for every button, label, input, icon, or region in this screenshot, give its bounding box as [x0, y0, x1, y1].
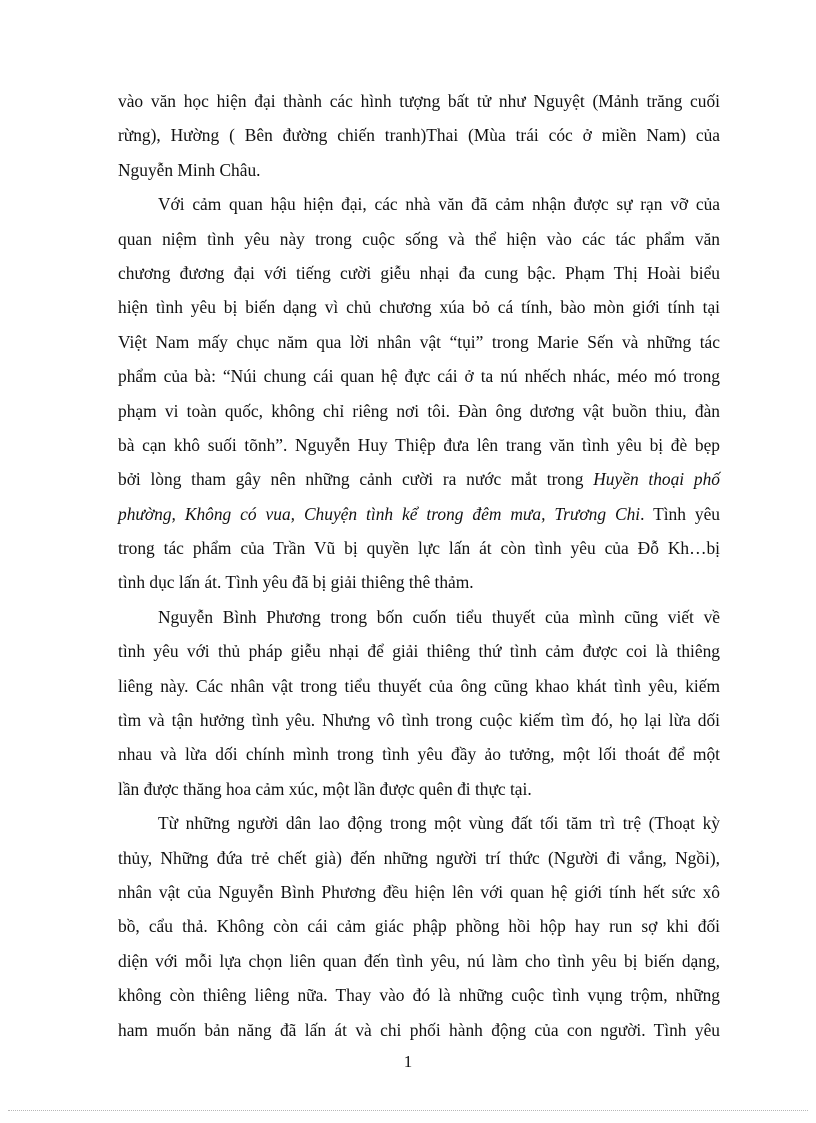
text-line: bà cạn khô suối tõnh”. Nguyễn Huy Thiệp đưa lên trang văn tình yêu bị đè bẹp — [118, 434, 720, 455]
text-line — [118, 497, 720, 531]
body-text — [118, 84, 720, 1047]
text-line: Nguyễn Bình Phương trong bốn cuốn tiểu thuyết của mình cũng viết về — [158, 606, 720, 627]
text-line: tình yêu với thủ pháp giễu nhại để giải thiêng thứ tình cảm được coi là thiêng — [118, 641, 720, 662]
book-title-italic: Huyền thoại phố — [593, 469, 720, 490]
text-line: ham muốn bản năng đã lấn át và chi phối hành động của con người. Tình yêu — [118, 1019, 720, 1040]
text-line: nhân vật của Nguyễn Bình Phương đều hiện lên với quan hệ giới tính hết sức xô — [118, 881, 720, 902]
page-bottom-border — [8, 1110, 808, 1111]
text-line: nhau và lừa dối chính mình trong tình yêu đầy ảo tưởng, một lối thoát để một — [118, 744, 720, 765]
text-line: hiện tình yêu bị biến dạng vì chủ chương xúa bỏ cá tính, bào mòn giới tính tại — [118, 297, 720, 318]
text-line: rừng), Hường ( Bên đường chiến tranh)Thai (Mùa trái cóc ở miền Nam) của — [118, 125, 720, 146]
text-line: tìm và tận hưởng tình yêu. Nhưng vô tình trong cuộc kiếm tìm đó, họ lại lừa dối — [118, 710, 720, 731]
text-line: Việt Nam mấy chục năm qua lời nhân vật “tụi” trong Marie Sến và những tác — [118, 331, 720, 352]
text-line: Từ những người dân lao động trong một vùng đất tối tăm trì trệ (Thoạt kỳ — [158, 813, 720, 834]
text-line: thủy, Những đứa trẻ chết già) đến những người trí thức (Người đi vắng, Ngồi), — [118, 847, 720, 868]
text-line: diện với mỗi lựa chọn liên quan đến tình yêu, nú làm cho tình yêu bị biến dạng, — [118, 950, 720, 971]
text-line: Với cảm quan hậu hiện đại, các nhà văn đã cảm nhận được sự rạn vỡ của — [158, 194, 720, 215]
text-line: lần được thăng hoa cảm xúc, một lần được quên đi thực tại. — [118, 778, 532, 799]
text-line: phẩm của bà: “Núi chung cái quan hệ đực cái ở ta nú nhếch nhác, méo mó trong — [118, 366, 720, 387]
text-run: . Tình yêu — [640, 503, 721, 524]
text-line: liêng này. Các nhân vật trong tiểu thuyết của ông cũng khao khát tình yêu, kiếm — [118, 675, 720, 696]
text-line: trong tác phẩm của Trần Vũ bị quyền lực lấn át còn tình yêu của Đỗ Kh…bị — [118, 538, 720, 559]
text-run: bởi lòng tham gây nên những cảnh cười ra nước mắt trong — [118, 469, 594, 490]
text-line: tình dục lấn át. Tình yêu đã bị giải thiêng thê thảm. — [118, 572, 474, 593]
text-line: Nguyễn Minh Châu. — [118, 159, 261, 180]
text-line: phạm vi toàn quốc, không chỉ riêng nơi tôi. Đàn ông dương vật buồn thiu, đàn — [118, 400, 720, 421]
text-line: vào văn học hiện đại thành các hình tượng bất tử như Nguyệt (Mảnh trăng cuối — [118, 91, 720, 111]
text-line: không còn thiêng liêng nữa. Thay vào đó là những cuộc tình vụng trộm, những — [118, 985, 720, 1006]
text-line: bồ, cẩu thả. Không còn cái cảm giác phập phồng hồi hộp hay run sợ khi đối — [118, 916, 720, 937]
page-number: 1 — [403, 1052, 413, 1071]
book-title-italic: phường, Không có vua, Chuyện tình kể trong đêm mưa, Trương Chi — [118, 503, 641, 524]
text-line: quan niệm tình yêu này trong cuộc sống và thể hiện vào các tác phẩm văn — [118, 228, 720, 249]
text-line — [118, 462, 720, 496]
text-line: chương đương đại với tiếng cười giễu nhại đa cung bậc. Phạm Thị Hoài biểu — [118, 262, 720, 283]
